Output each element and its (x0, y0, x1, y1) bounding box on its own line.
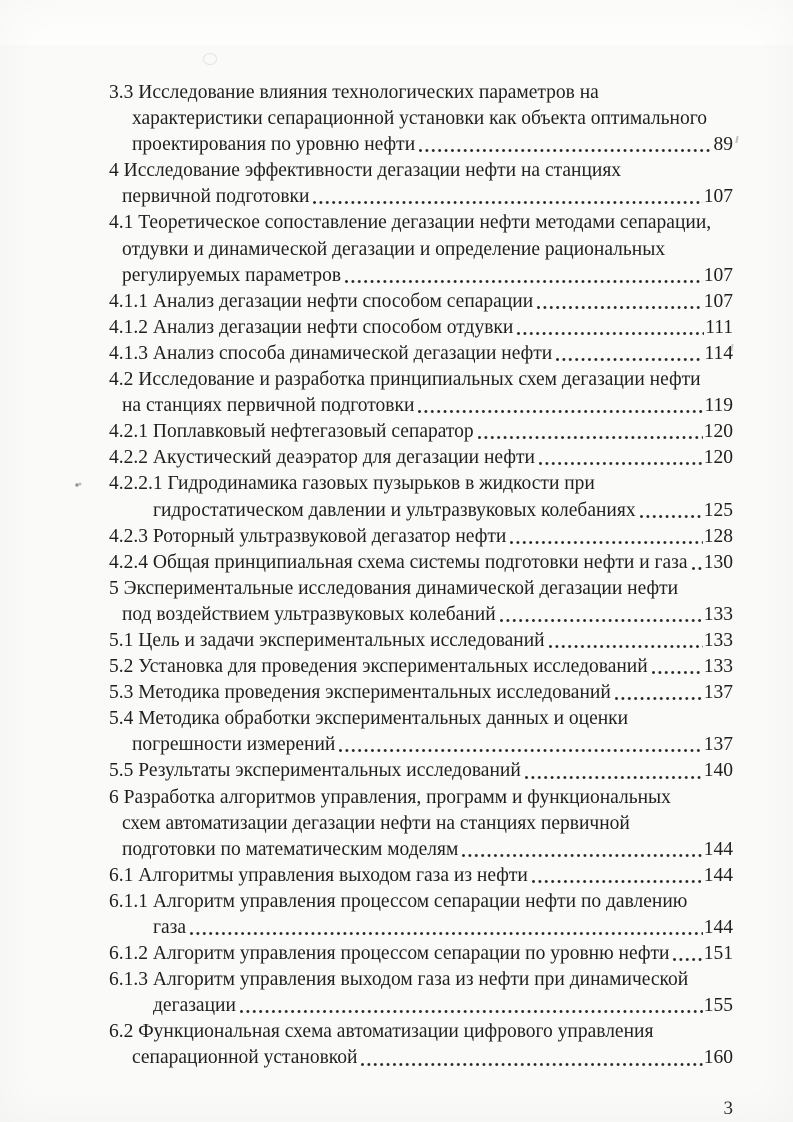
toc-page-ref: 111 (705, 316, 733, 338)
dot-leader (477, 434, 703, 441)
toc-entry-text: погрешности измерений (132, 734, 336, 756)
toc-line (109, 863, 733, 889)
toc-entry-text: 6.2 Функциональная схема автоматизации цифрового управления (109, 1021, 654, 1043)
toc-line (109, 915, 733, 941)
dot-leader (672, 956, 702, 963)
scan-artifact-ring (203, 53, 217, 65)
toc-entry-text: сепарационной установкой (132, 1047, 358, 1069)
dot-leader (312, 199, 702, 206)
toc-entry-text: проектирования по уровню нефти (132, 134, 416, 156)
toc-line (109, 445, 733, 471)
dot-leader (555, 356, 703, 363)
toc-line (109, 837, 733, 863)
dot-leader (524, 774, 703, 781)
toc-line (109, 654, 733, 680)
toc-page-ref: 114 (704, 342, 733, 364)
toc-entry-text: 5 Экспериментальные исследования динамической дегазации нефти (109, 577, 679, 599)
dot-leader (418, 147, 712, 154)
toc-page-ref: 144 (703, 864, 733, 886)
toc-line (109, 758, 733, 784)
toc-page-ref: 144 (703, 917, 733, 938)
toc-page-ref: 133 (703, 629, 733, 651)
toc-entry-text: 3.3 Исследование влияния технологических параметров на (109, 82, 599, 103)
toc-entry-text: 4.2.2.1 Гидродинамика газовых пузырьков в жидкости при (109, 473, 595, 495)
toc-entry-text: 6.1.2 Алгоритм управления процессом сепарации по уровню нефти (109, 943, 670, 965)
toc-entry-text: 4.2.3 Роторный ультразвуковой дегазатор нефти (109, 525, 507, 547)
toc-entry-text: 5.2 Установка для проведения экспериментальных исследований (109, 656, 648, 678)
toc-entry-text: газа (153, 917, 187, 938)
dot-leader (338, 747, 702, 754)
toc-line (109, 811, 733, 837)
toc-line (109, 576, 733, 602)
toc-line (109, 628, 733, 654)
toc-entry-text: характеристики сепарационной установки как объекта оптимального (132, 108, 707, 130)
toc-page-ref: 119 (704, 395, 733, 417)
dot-leader (538, 460, 703, 467)
toc-line (109, 419, 733, 445)
dot-leader (509, 539, 702, 546)
toc-page-ref: 128 (703, 525, 733, 547)
toc-entry-text: 5.1 Цель и задачи экспериментальных исследований (109, 629, 545, 651)
toc-page-ref: 107 (703, 264, 733, 286)
dot-leader (614, 695, 703, 702)
toc-line (109, 471, 733, 497)
toc-entry-text: гидростатическом давлении и ультразвуковых колебаниях (153, 499, 636, 521)
toc-line (109, 524, 733, 550)
toc-entry-text: 4 Исследование эффективности дегазации нефти на станциях (109, 160, 622, 182)
toc-line (109, 289, 733, 315)
toc-line (109, 393, 733, 419)
toc-page-ref: 89 (713, 134, 733, 156)
toc-entry-text: 5.5 Результаты экспериментальных исследований (109, 760, 521, 782)
toc-entry-text: первичной подготовки (122, 186, 310, 208)
toc-line (109, 1045, 733, 1071)
toc-entry-text: подготовки по математическим моделям (122, 838, 459, 860)
toc-line (109, 263, 733, 289)
toc-page-ref: 107 (703, 290, 733, 312)
toc-entry-text: 4.2 Исследование и разработка принципиальных схем дегазации нефти (109, 369, 701, 391)
toc-page-ref: 155 (703, 995, 733, 1017)
toc-entry-text: 5.3 Методика проведения экспериментальных исследований (109, 682, 611, 704)
page-number: 3 (723, 1098, 733, 1119)
table-of-contents (109, 80, 733, 1072)
toc-line (109, 132, 733, 158)
toc-entry-text: 4.1.1 Анализ дегазации нефти способом сепарации (109, 290, 534, 312)
toc-line (109, 367, 733, 393)
toc-entry-text: отдувки и динамической дегазации и определение рациональных (122, 238, 666, 260)
toc-entry-text: на станциях первичной подготовки (122, 395, 415, 417)
toc-line (109, 550, 733, 576)
toc-line (109, 106, 733, 132)
toc-page-ref: 120 (703, 447, 733, 469)
dot-leader (344, 278, 703, 285)
toc-entry-text: 4.1.2 Анализ дегазации нефти способом отдувки (109, 316, 514, 338)
toc-line (109, 1019, 733, 1045)
dot-leader (360, 1061, 702, 1068)
toc-entry-text: схем автоматизации дегазации нефти на станциях первичной (122, 812, 630, 834)
toc-page-ref: 107 (703, 186, 733, 208)
toc-line (109, 237, 733, 263)
toc-entry-text: 5.4 Методика обработки экспериментальных данных и оценки (109, 708, 629, 730)
toc-line (109, 967, 733, 993)
toc-entry-text: 6 Разработка алгоритмов управления, программ и функциональных (109, 786, 671, 808)
toc-entry-text: 4.2.4 Общая принципиальная схема системы подготовки нефти и газа (109, 551, 688, 573)
toc-line (109, 732, 733, 758)
toc-line (109, 680, 733, 706)
toc-entry-text: 4.2.2 Акустический деаэратор для дегазации нефти (109, 447, 535, 469)
toc-page-ref: 137 (703, 682, 733, 704)
toc-line (109, 158, 733, 184)
dot-leader (516, 330, 704, 337)
toc-page-ref: 133 (703, 656, 733, 678)
toc-page-ref: 125 (703, 499, 733, 521)
toc-page-ref: 130 (703, 551, 733, 573)
toc-line (109, 210, 733, 236)
toc-line (109, 889, 733, 915)
dot-leader (417, 408, 703, 415)
toc-line (109, 602, 733, 628)
toc-entry-text: дегазации (153, 995, 236, 1017)
toc-page-ref: 120 (703, 421, 733, 443)
toc-page-ref: 160 (703, 1047, 733, 1069)
toc-line (109, 341, 733, 367)
toc-entry-text: 4.1 Теоретическое сопоставление дегазации нефти методами сепарации, (109, 212, 712, 234)
dot-leader (536, 304, 703, 311)
toc-entry-text: 6.1.1 Алгоритм управления процессом сепарации нефти по давлению (109, 890, 688, 912)
toc-entry-text: регулируемых параметров (122, 264, 342, 286)
toc-line (109, 498, 733, 524)
dot-leader (639, 513, 703, 520)
toc-line (109, 80, 733, 106)
toc-page-ref: 140 (703, 760, 733, 782)
dot-leader (651, 669, 703, 676)
toc-line (109, 993, 733, 1019)
toc-line (109, 315, 733, 341)
dot-leader (461, 852, 702, 859)
dot-leader (548, 643, 703, 650)
scan-artifact-speck (74, 481, 83, 489)
toc-line (109, 706, 733, 732)
toc-page-ref: 151 (703, 943, 733, 965)
toc-line (109, 941, 733, 967)
dot-leader (239, 1008, 703, 1015)
dot-leader (691, 565, 703, 572)
toc-entry-text: 6.1.3 Алгоритм управления выходом газа из нефти при динамической (109, 969, 689, 991)
toc-page-ref: 133 (703, 603, 733, 625)
toc-entry-text: 4.2.1 Поплавковый нефтегазовый сепаратор (109, 421, 474, 443)
toc-page-ref: 144 (703, 838, 733, 860)
toc-line (109, 785, 733, 811)
dot-leader (189, 930, 703, 937)
scan-artifact-tick (735, 136, 738, 143)
toc-line (109, 184, 733, 210)
dot-leader (499, 617, 703, 624)
toc-page-ref: 137 (703, 734, 733, 756)
toc-entry-text: под воздействием ультразвуковых колебаний (122, 603, 496, 625)
toc-entry-text: 6.1 Алгоритмы управления выходом газа из нефти (109, 864, 528, 886)
toc-entry-text: 4.1.3 Анализ способа динамической дегазации нефти (109, 342, 553, 364)
dot-leader (531, 878, 703, 885)
